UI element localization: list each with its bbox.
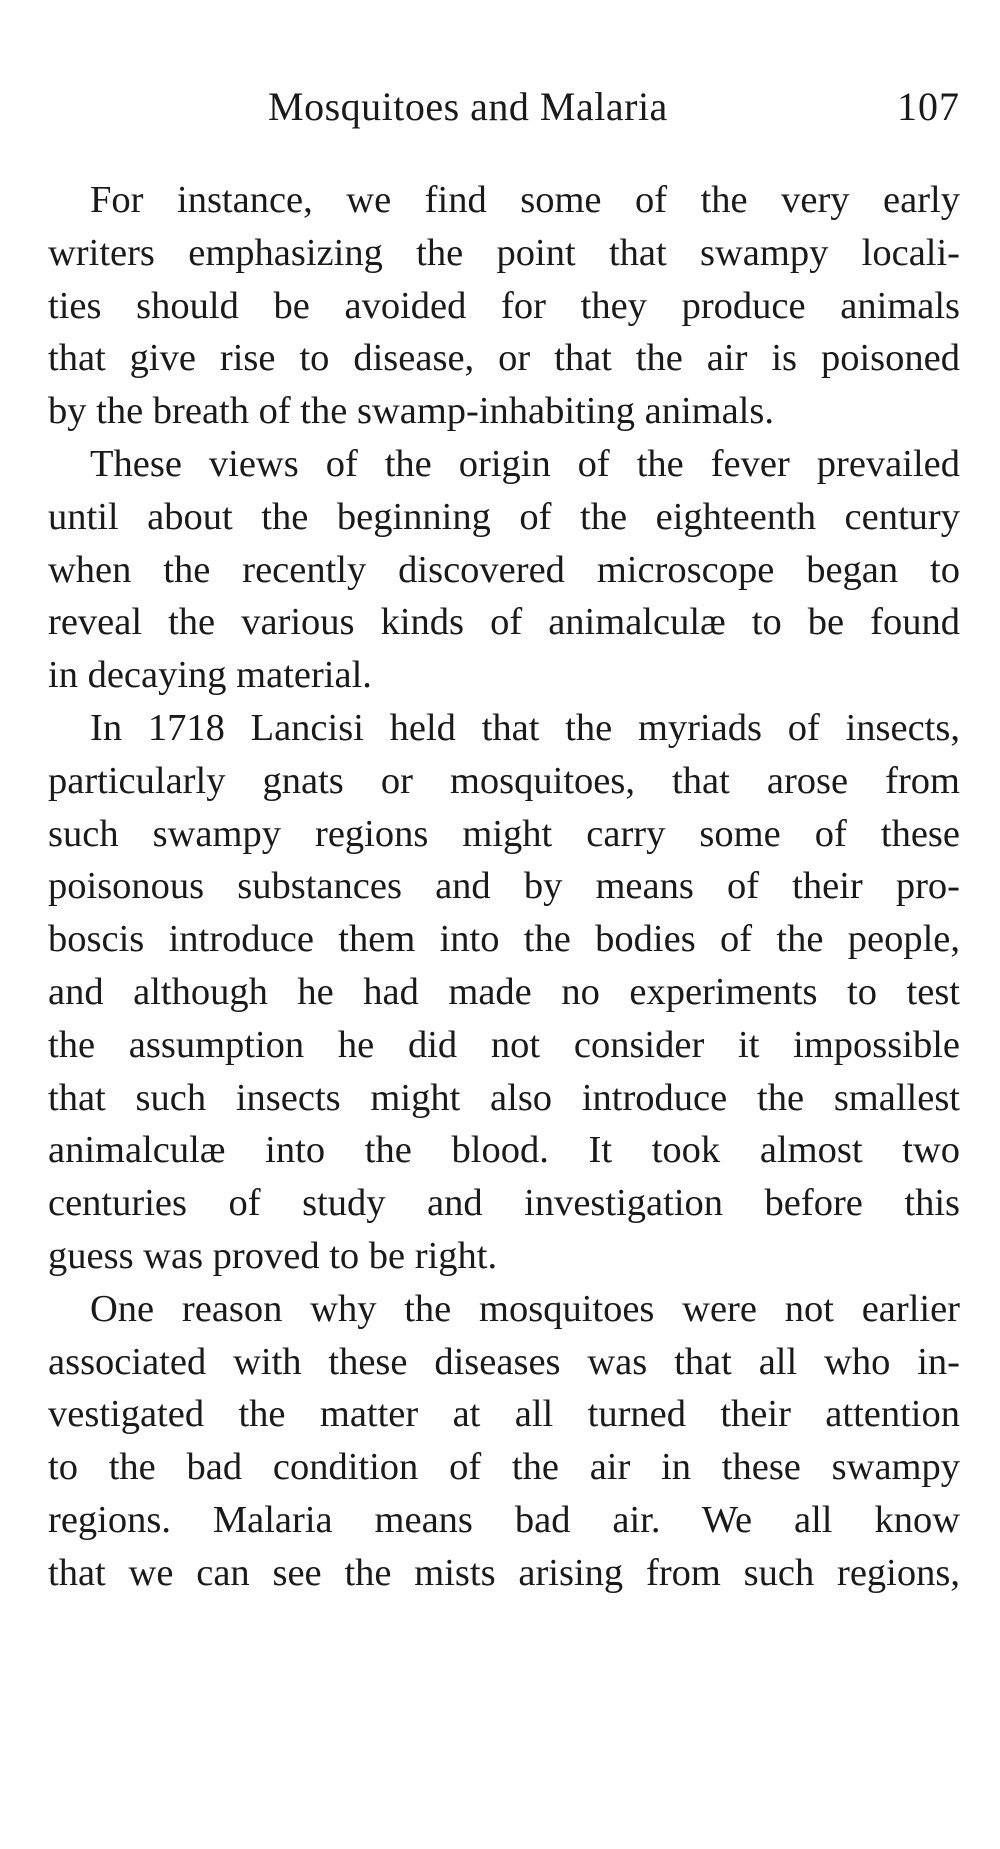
text-line: poisonous substances and by means of their pro- <box>48 865 960 908</box>
text-line: that such insects might also introduce the smallest <box>48 1076 960 1119</box>
text-line: and although he had made no experiments to test <box>48 970 960 1013</box>
text-line: For instance, we find some of the very early <box>90 179 960 221</box>
text-line: vestigated the matter at all turned their attention <box>48 1393 960 1436</box>
text-line: ties should be avoided for they produce animals <box>48 284 960 327</box>
text-line: writers emphasizing the point that swampy locali- <box>48 231 960 274</box>
text-line: particularly gnats or mosquitoes, that arose from <box>48 759 960 802</box>
page-number: 107 <box>897 84 960 129</box>
body-text <box>48 174 960 1600</box>
book-page <box>48 0 960 1849</box>
text-line: by the breath of the swamp-inhabiting animals. <box>48 390 774 433</box>
text-line: These views of the origin of the fever prevailed <box>90 442 960 485</box>
text-line: such swampy regions might carry some of these <box>48 812 960 855</box>
text-line: that give rise to disease, or that the air is poisoned <box>48 337 960 380</box>
text-line: guess was proved to be right. <box>48 1234 498 1277</box>
running-title: Mosquitoes and Malaria <box>268 84 668 129</box>
text-line: reveal the various kinds of animalculæ to be found <box>48 601 960 644</box>
paragraph-4 <box>48 1283 960 1600</box>
text-line: to the bad condition of the air in these swampy <box>48 1446 960 1489</box>
text-line: when the recently discovered microscope began to <box>48 548 960 591</box>
paragraph-3 <box>48 702 960 1283</box>
text-line: boscis introduce them into the bodies of the people, <box>48 918 960 961</box>
text-line: centuries of study and investigation before this <box>48 1182 960 1225</box>
text-line: One reason why the mosquitoes were not earlier <box>90 1287 960 1330</box>
paragraph-2 <box>48 438 960 702</box>
running-head <box>48 82 960 132</box>
text-line: until about the beginning of the eighteenth century <box>48 495 960 538</box>
text-line: associated with these diseases was that all who in- <box>48 1340 960 1383</box>
text-line: regions. Malaria means bad air. We all know <box>48 1498 960 1541</box>
text-line: In 1718 Lancisi held that the myriads of insects, <box>90 706 960 749</box>
paragraph-1 <box>48 174 960 438</box>
text-line: in decaying material. <box>48 654 372 697</box>
text-line: animalculæ into the blood. It took almost two <box>48 1129 960 1172</box>
text-line: the assumption he did not consider it impossible <box>48 1023 960 1066</box>
text-line: that we can see the mists arising from such regions, <box>48 1551 960 1594</box>
